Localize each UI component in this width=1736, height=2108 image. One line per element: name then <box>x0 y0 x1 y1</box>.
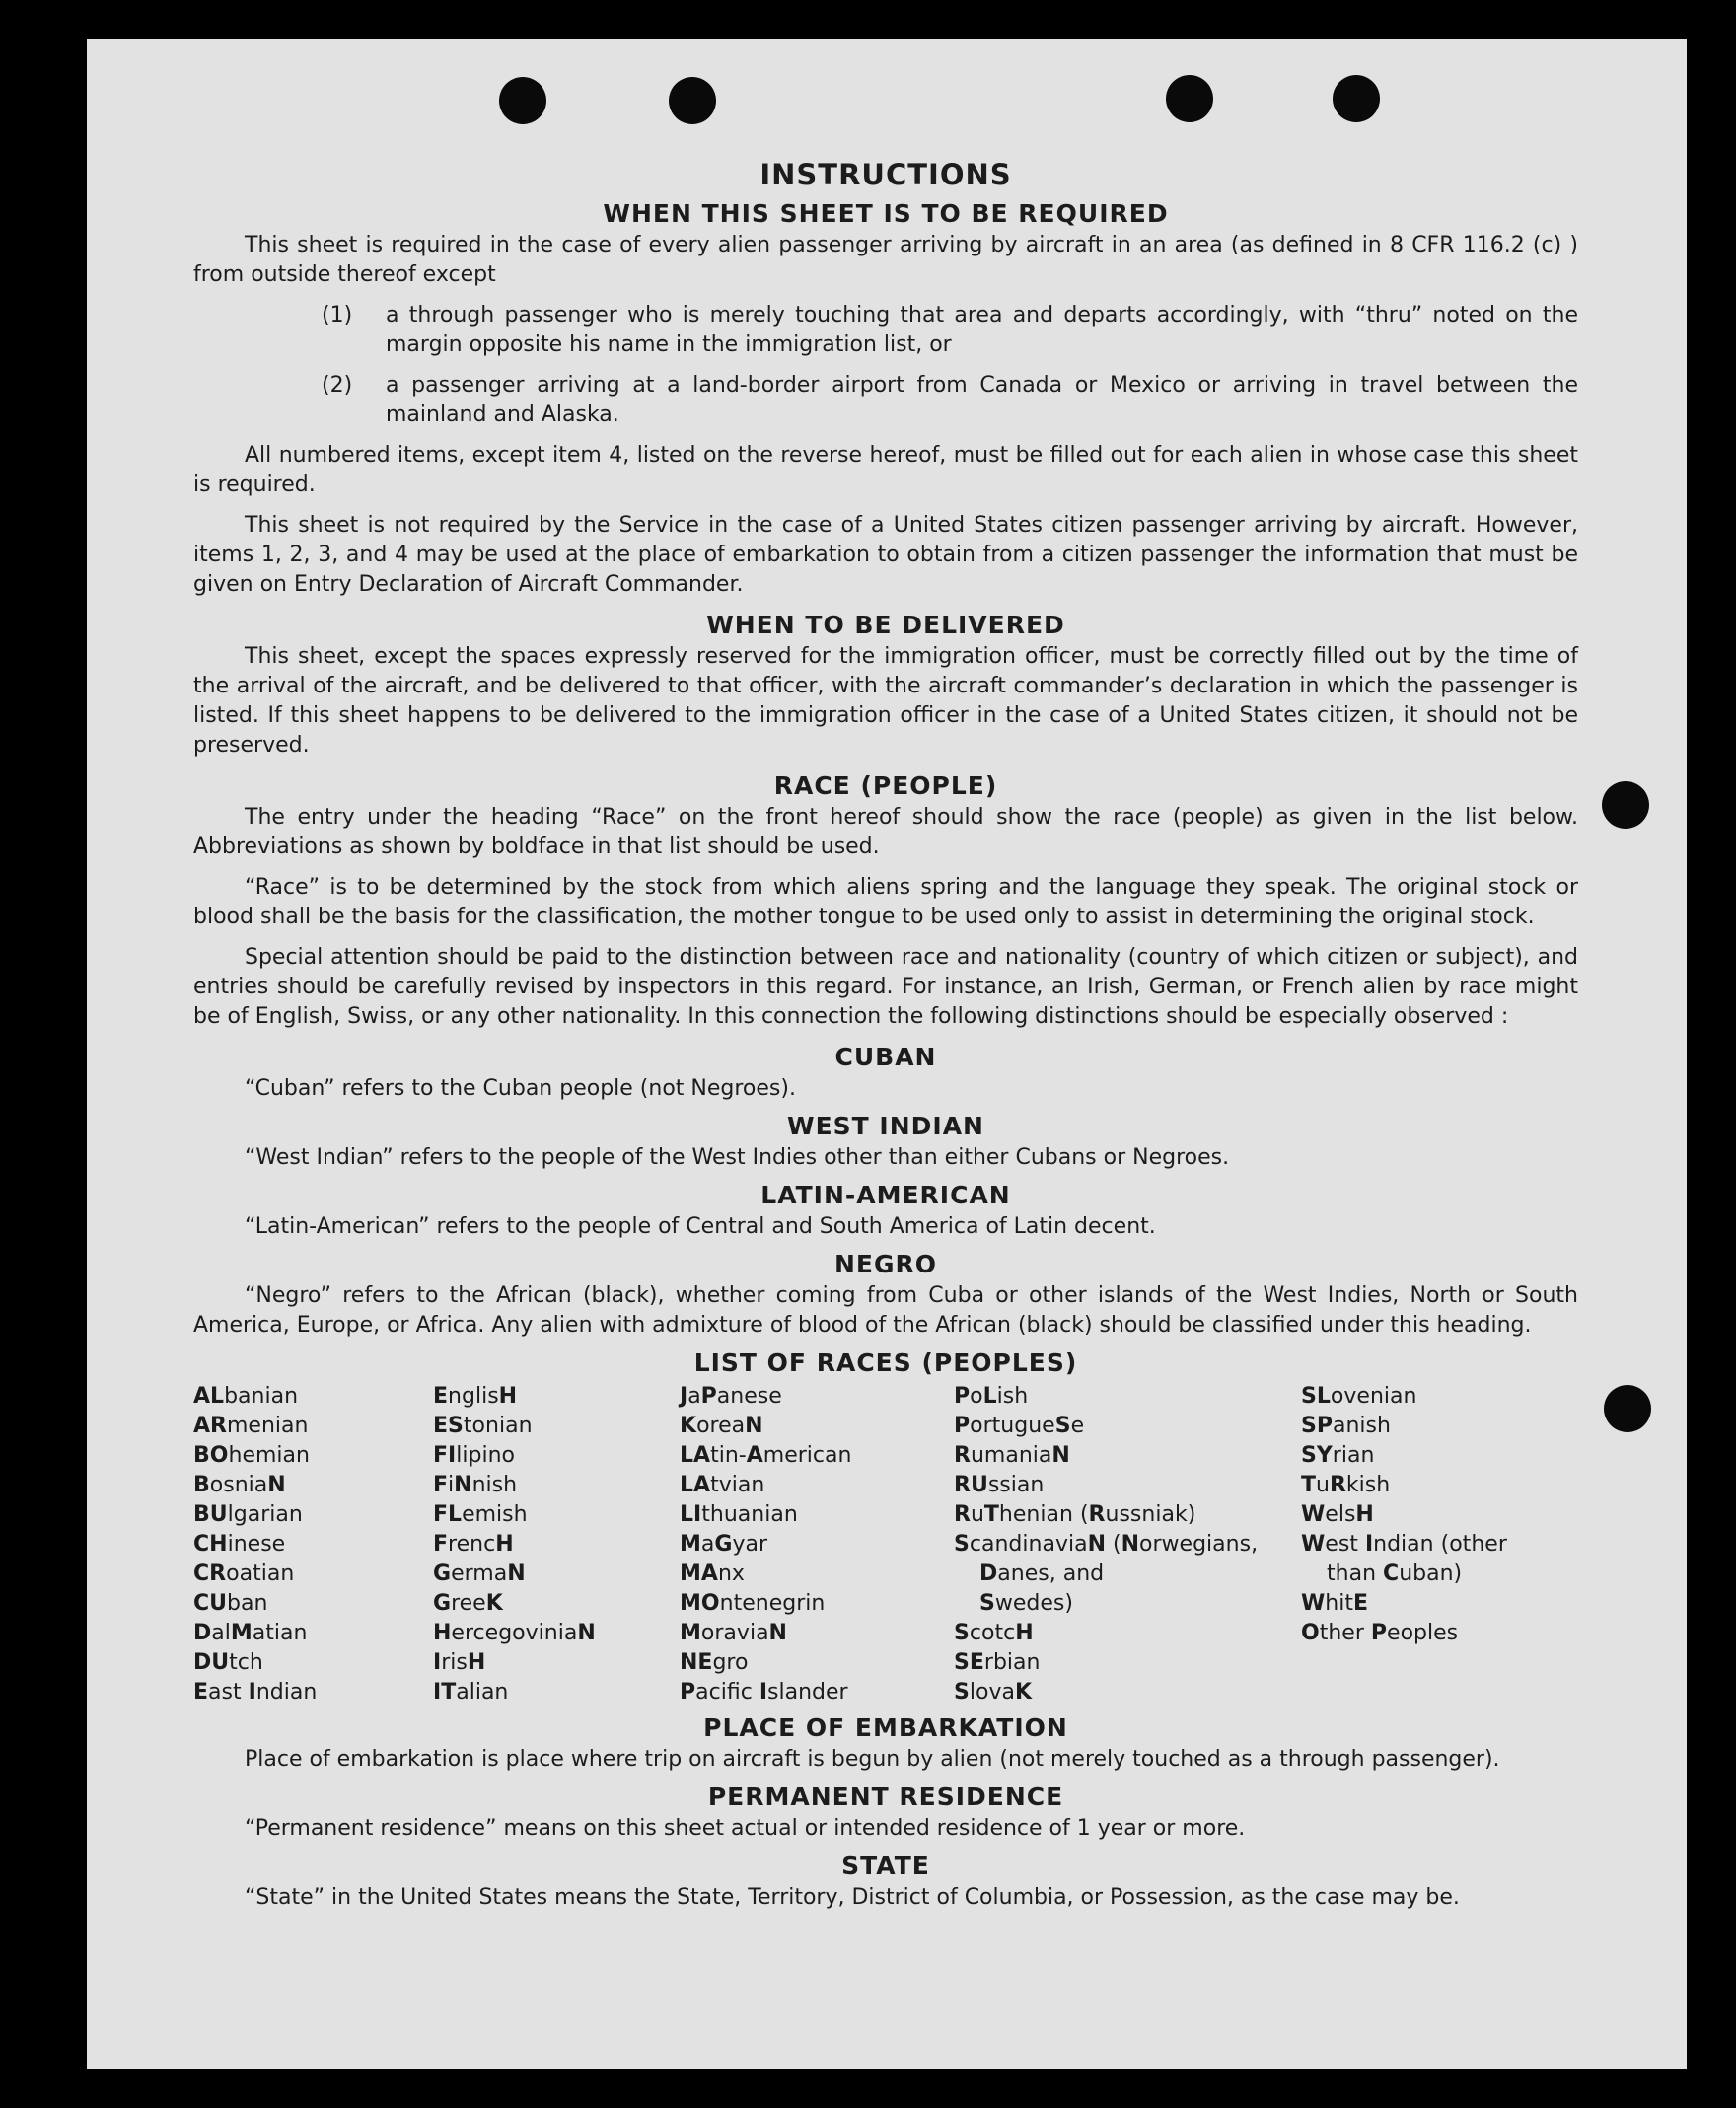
race-item: CRoatian <box>193 1562 295 1586</box>
race-item: DUtch <box>193 1650 263 1675</box>
section-heading: STATE <box>841 1852 930 1880</box>
section-heading: PERMANENT RESIDENCE <box>707 1782 1064 1811</box>
race-item: CHinese <box>193 1532 286 1557</box>
race-item: ITalian <box>433 1680 509 1705</box>
race-item: GreeK <box>433 1591 503 1616</box>
punch-hole <box>1333 75 1380 122</box>
race-item: FIlipino <box>433 1443 515 1468</box>
race-item: ALbanian <box>193 1384 299 1409</box>
race-item: BosniaN <box>193 1473 286 1497</box>
race-item: FrencH <box>433 1532 514 1557</box>
race-item: DalMatian <box>193 1621 308 1645</box>
paragraph: This sheet is required in the case of every alien passenger arriving by aircraft in an area (as defined in 8 CFR 116.2 (c) ) from outside thereof except <box>193 233 1578 287</box>
race-item: SLovenian <box>1301 1384 1417 1409</box>
section-heading: RACE (PEOPLE) <box>773 771 998 800</box>
race-item: Danes, and <box>979 1562 1105 1586</box>
race-item: GermaN <box>433 1562 526 1586</box>
section-heading: CUBAN <box>834 1043 937 1071</box>
item-text: a through passenger who is merely touching that area and departs accordingly, with “thru” noted on the margin opposite his name in the immigration list, or <box>386 303 1578 357</box>
punch-hole <box>499 77 546 124</box>
item-number: (2) <box>322 373 353 398</box>
paragraph: “Negro” refers to the African (black), whether coming from Cuba or other islands of the West Indies, North or South America, Europe, or Africa. Any alien with admixture of blood of the African (black) should be classified under this heading. <box>193 1283 1578 1338</box>
race-item: MOntenegrin <box>680 1591 826 1616</box>
punch-hole <box>1604 1385 1651 1432</box>
exception-item <box>193 371 1578 430</box>
race-item: SlovaK <box>954 1680 1033 1705</box>
race-item: BUlgarian <box>193 1502 303 1527</box>
race-item: ScotcH <box>954 1621 1034 1645</box>
race-item: PoLish <box>954 1384 1029 1409</box>
paragraph: “State” in the United States means the State, Territory, District of Columbia, or Possession, as the case may be. <box>245 1885 1460 1910</box>
punch-hole <box>1602 781 1649 829</box>
paragraph: “West Indian” refers to the people of the West Indies other than either Cubans or Negroes. <box>245 1145 1230 1170</box>
section-heading: LATIN-AMERICAN <box>760 1181 1011 1209</box>
section-heading: LIST OF RACES (PEOPLES) <box>693 1348 1078 1377</box>
instructions-body <box>193 160 1578 1921</box>
race-item: ScandinaviaN (Norwegians, <box>954 1532 1259 1557</box>
race-column <box>193 1382 433 1708</box>
paragraph: All numbered items, except item 4, listed on the reverse hereof, must be filled out for each alien in whose case this sheet is required. <box>193 443 1578 497</box>
race-item: WelsH <box>1301 1502 1374 1527</box>
race-item: FiNnish <box>433 1473 518 1497</box>
race-item: EnglisH <box>433 1384 518 1409</box>
paragraph: “Cuban” refers to the Cuban people (not Negroes). <box>245 1076 796 1101</box>
paragraph: The entry under the heading “Race” on the front hereof should show the race (people) as given in the list below. Abbreviations as shown by boldface in that list should be used. <box>193 805 1578 859</box>
race-column <box>1301 1382 1567 1708</box>
section-heading: PLACE OF EMBARKATION <box>703 1713 1068 1742</box>
punch-hole <box>669 77 716 124</box>
race-item: IrisH <box>433 1650 486 1675</box>
race-item: PortugueSe <box>954 1414 1085 1438</box>
item-text: a passenger arriving at a land-border airport from Canada or Mexico or arriving in travel between the mainland and Alaska. <box>386 373 1578 427</box>
race-item: KoreaN <box>680 1414 763 1438</box>
race-item: LAtvian <box>680 1473 765 1497</box>
race-item: SPanish <box>1301 1414 1391 1438</box>
race-item: East Indian <box>193 1680 318 1705</box>
race-item: TuRkish <box>1301 1473 1391 1497</box>
paragraph: This sheet, except the spaces expressly reserved for the immigration officer, must be correctly filled out by the time of the arrival of the aircraft, and be delivered to that officer, with the aircraft commander’s declaration in which the passenger is listed. If this sheet happens to be delivered to the immigration officer in the case of a United States citizen, it should not be preserved. <box>193 644 1578 758</box>
paragraph: This sheet is not required by the Service in the case of a United States citizen passenger arriving by aircraft. However, items 1, 2, 3, and 4 may be used at the place of embarkation to obtain from a citizen passenger the information that must be given on Entry Declaration of Aircraft Commander. <box>193 513 1578 597</box>
document-page <box>87 39 1687 2069</box>
page-title: INSTRUCTIONS <box>760 158 1012 191</box>
punch-hole <box>1166 75 1213 122</box>
race-item: HercegoviniaN <box>433 1621 596 1645</box>
race-item: MoraviaN <box>680 1621 787 1645</box>
race-item: Other Peoples <box>1301 1621 1459 1645</box>
race-column <box>954 1382 1301 1708</box>
race-item: RumaniaN <box>954 1443 1070 1468</box>
paragraph: “Race” is to be determined by the stock from which aliens spring and the language they speak. The original stock or blood shall be the basis for the classification, the mother tongue to be used only to assist in determining the original stock. <box>193 875 1578 929</box>
paragraph: Special attention should be paid to the distinction between race and nationality (country of which citizen or subject), and entries should be carefully revised by inspectors in this regard. For instance, an Irish, German, or French alien by race might be of English, Swiss, or any other nationality. In this connection the following distinctions should be especially observed : <box>193 945 1578 1029</box>
section-heading: WEST INDIAN <box>787 1112 984 1140</box>
race-item: NEgro <box>680 1650 749 1675</box>
race-item: WhitE <box>1301 1591 1369 1616</box>
race-item: CUban <box>193 1591 268 1616</box>
race-item: RuThenian (Russniak) <box>954 1502 1196 1527</box>
race-item: Pacifc Islander <box>680 1680 848 1705</box>
race-column <box>433 1382 680 1708</box>
race-item: FLemish <box>433 1502 528 1527</box>
item-number: (1) <box>322 303 353 327</box>
race-list <box>193 1382 1578 1708</box>
paragraph: “Permanent residence” means on this sheet actual or intended residence of 1 year or more. <box>245 1816 1246 1841</box>
race-item: SErbian <box>954 1650 1041 1675</box>
paragraph: “Latin-American” refers to the people of Central and South America of Latin decent. <box>245 1214 1156 1239</box>
race-item: SYrian <box>1301 1443 1375 1468</box>
exception-item <box>193 301 1578 360</box>
race-item: Swedes) <box>979 1591 1073 1616</box>
race-item: ARmenian <box>193 1414 309 1438</box>
section-heading: NEGRO <box>833 1250 938 1278</box>
section-heading: WHEN THIS SHEET IS TO BE REQUIRED <box>603 199 1169 228</box>
paragraph: Place of embarkation is place where trip on aircraft is begun by alien (not merely touched as a through passenger). <box>245 1747 1500 1772</box>
section-heading: WHEN TO BE DELIVERED <box>706 611 1065 639</box>
race-item: than Cuban) <box>1327 1562 1463 1586</box>
race-item: BOhemian <box>193 1443 310 1468</box>
race-column <box>680 1382 954 1708</box>
race-item: JaPanese <box>680 1384 782 1409</box>
race-item: MaGyar <box>680 1532 768 1557</box>
race-item: LIthuanian <box>680 1502 798 1527</box>
race-item: MAnx <box>680 1562 745 1586</box>
race-item: EStonian <box>433 1414 533 1438</box>
race-item: LAtin-American <box>680 1443 852 1468</box>
race-item: West Indian (other <box>1301 1532 1507 1557</box>
race-item: RUssian <box>954 1473 1045 1497</box>
